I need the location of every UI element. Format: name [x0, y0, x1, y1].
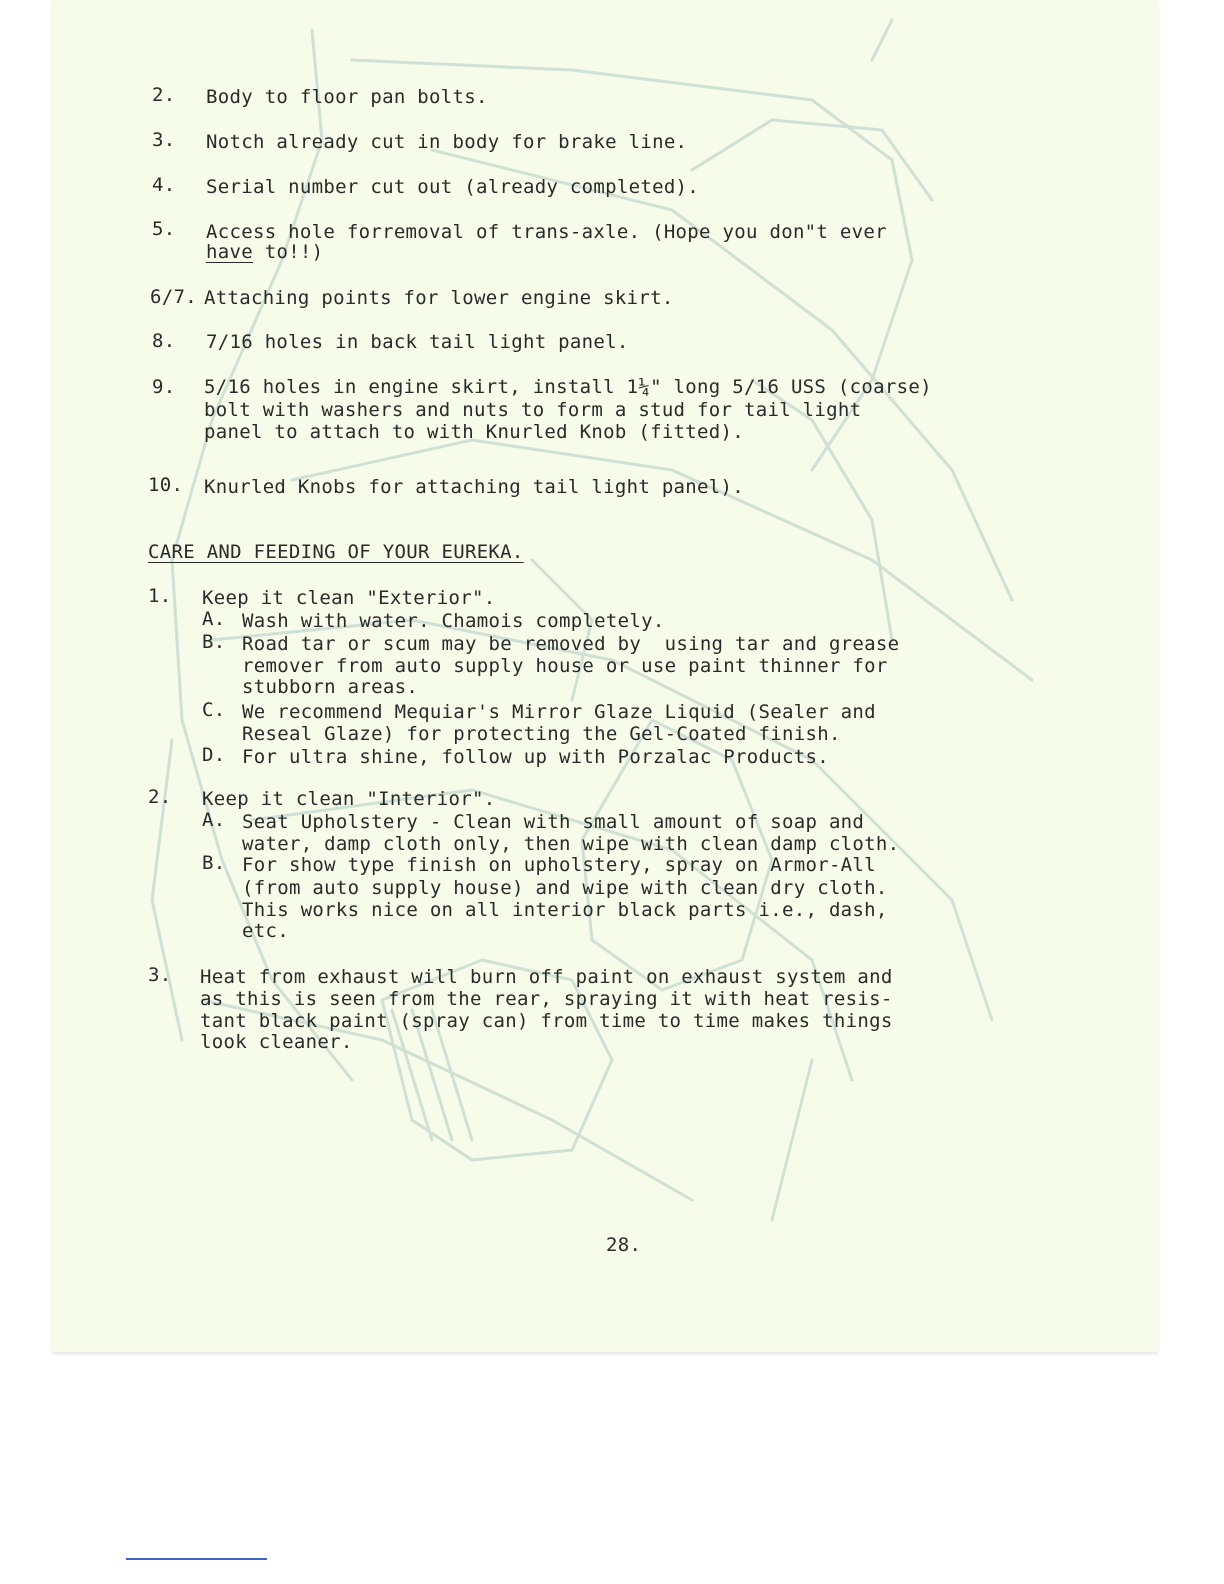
item-text-continued: have to!!) [206, 241, 324, 263]
sub-letter: B. [202, 631, 226, 653]
page-number: 28. [606, 1234, 642, 1256]
care-item-text: Heat from exhaust will burn off paint on exhaust system and [200, 966, 893, 988]
item-text: Access hole forremoval of trans-axle. (Hope you don"t ever [206, 221, 887, 243]
care-item-number: 1. [148, 585, 172, 607]
item-text: Serial number cut out (already completed). [206, 176, 700, 198]
item-number: 9. [152, 376, 176, 398]
sub-letter: C. [202, 699, 226, 721]
item-number: 3. [152, 129, 176, 151]
sub-letter: B. [202, 852, 226, 874]
sub-text: Seat Upholstery - Clean with small amount of soap and [242, 811, 865, 833]
sub-text: (from auto supply house) and wipe with clean dry cloth. [242, 877, 888, 899]
sub-text: water, damp cloth only, then wipe with clean damp cloth. [242, 833, 900, 855]
sub-text: remover from auto supply house or use paint thinner for [242, 655, 888, 677]
care-item-title: Keep it clean "Interior". [202, 788, 496, 810]
sub-text: Reseal Glaze) for protecting the Gel-Coated finish. [242, 723, 841, 745]
item-text: panel to attach to with Knurled Knob (fitted). [204, 421, 744, 443]
item-number: 10. [148, 474, 184, 496]
item-number: 6/7. [150, 286, 197, 308]
sub-letter: A. [202, 608, 226, 630]
item-number: 2. [152, 84, 176, 106]
item-text: Attaching points for lower engine skirt. [204, 287, 674, 309]
sub-text: For show type finish on upholstery, spray on Armor-All [242, 854, 876, 876]
sub-text: We recommend Mequiar's Mirror Glaze Liquid (Sealer and [242, 701, 876, 723]
underlined-word: have [206, 241, 253, 263]
item-text: Notch already cut in body for brake line. [206, 131, 688, 153]
care-item-number: 3. [148, 964, 172, 986]
care-item-number: 2. [148, 786, 172, 808]
item-text: bolt with washers and nuts to form a stud for tail light [204, 399, 862, 421]
item-number: 5. [152, 218, 176, 240]
sub-letter: A. [202, 809, 226, 831]
footer-rule [126, 1558, 267, 1560]
care-item-text: look cleaner. [200, 1031, 353, 1053]
care-item-text: tant black paint (spray can) from time to time makes things [200, 1010, 893, 1032]
sub-letter: D. [202, 744, 226, 766]
care-item-title: Keep it clean "Exterior". [202, 587, 496, 609]
sub-text: Wash with water. Chamois completely. [242, 610, 665, 632]
sub-text: stubborn areas. [242, 676, 419, 698]
care-item-text: as this is seen from the rear, spraying it with heat resis- [200, 988, 893, 1010]
item-number: 4. [152, 174, 176, 196]
sub-text: Road tar or scum may be removed by using tar and grease [242, 633, 900, 655]
item-text: 5/16 holes in engine skirt, install 1¼" long 5/16 USS (coarse) [204, 376, 932, 398]
sub-text: For ultra shine, follow up with Porzalac Products. [242, 746, 829, 768]
sub-text: This works nice on all interior black parts i.e., dash, [242, 899, 888, 921]
item-text: Knurled Knobs for attaching tail light panel). [204, 476, 744, 498]
item-number: 8. [152, 330, 176, 352]
sub-text: etc. [242, 920, 289, 942]
item-text: 7/16 holes in back tail light panel. [206, 331, 629, 353]
item-text: Body to floor pan bolts. [206, 86, 488, 108]
section-heading: CARE AND FEEDING OF YOUR EUREKA. [148, 541, 524, 563]
